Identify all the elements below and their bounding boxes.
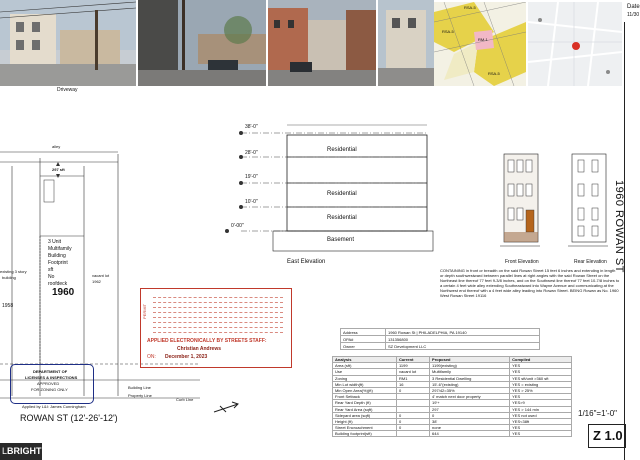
level-label: 10'-0" — [245, 199, 258, 205]
stamp-line: FOR ZONING ONLY — [31, 387, 68, 392]
stamp-on-label: ON: — [147, 354, 156, 360]
floor-label: Basement — [327, 237, 355, 243]
elevation-title: East Elevation — [287, 259, 326, 265]
table-row: OPA# 131356800 — [341, 336, 540, 343]
property-line-label: Property Line — [128, 393, 152, 398]
zone-label: RSA-5 — [488, 71, 500, 76]
floor-label: Residential — [327, 147, 357, 153]
street-photo-3 — [268, 0, 376, 86]
address-vertical — [613, 130, 640, 273]
front-elevation — [498, 150, 542, 262]
table-row: Front Setback 4' match next door property YES — [333, 394, 572, 400]
existing-year: 1958 — [2, 303, 14, 309]
table-row: Address 1960 Rowan St | PHILADELPHIA, PA 19140 — [341, 329, 540, 336]
level-label: 19'-0" — [245, 174, 258, 180]
location-map — [528, 2, 622, 86]
note-line: roofdeck — [48, 281, 68, 287]
permit-title: PERMIT — [142, 303, 147, 319]
sheet-number: Z 1.0 — [593, 428, 623, 443]
alley-label: alley — [52, 144, 61, 149]
floor-label: Residential — [327, 191, 357, 197]
note-line: Multifamily — [48, 246, 72, 252]
note-line: 3 Unit — [48, 239, 62, 245]
table-row: Zoning RM1 3 Residential Dwelling YES sft/unit >360 sft — [333, 375, 572, 381]
note-line: sft — [48, 267, 54, 273]
table-row: Sideyard area (sqft) 0 0 YES not used — [333, 412, 572, 418]
rear-elevation — [566, 150, 610, 262]
floor-label: Residential — [327, 215, 357, 221]
lot-number: 1960 — [52, 287, 75, 298]
stamp-date: December 1, 2023 — [165, 354, 208, 360]
table-row: Rear Yard Depth (ft) 19'+ YES>9 — [333, 400, 572, 406]
date-label: Date — [627, 4, 640, 10]
east-elevation — [225, 115, 435, 265]
applied-line: APPLIED ELECTRONICALLY BY STREETS STAFF: — [147, 338, 267, 344]
table-row: Area (sft) 1199 1199(existing) YES — [333, 363, 572, 369]
date-value: 11/30 — [627, 12, 640, 18]
table-row: Rear Yard Area (sqft) 297 YES > 144 min — [333, 406, 572, 412]
note-line: Footprint — [48, 260, 68, 266]
street-label: ROWAN ST (12'-26'-12') — [20, 413, 118, 423]
open-area-dimension: 297 sft — [52, 167, 65, 172]
street-photo-4 — [378, 0, 434, 86]
stamp-name: Christian Andrews — [177, 346, 221, 352]
inspection-stamp — [10, 364, 94, 404]
applied-by-label: Applied by L&I: James Cunningham — [22, 404, 86, 409]
zone-label: RSA-5 — [442, 29, 454, 34]
table-row: Use vacant lot Multifamily YES — [333, 369, 572, 375]
vacant-note: vacant lot — [92, 273, 110, 278]
stamp-line: DEPARTMENT OF — [33, 369, 68, 374]
building-line-label: Building Line — [128, 385, 151, 390]
location-pin-icon — [572, 42, 580, 50]
zone-label: RM-1 — [478, 37, 488, 42]
permit-stamp — [140, 288, 292, 368]
level-label: 0'-00" — [231, 223, 244, 229]
zoning-map — [434, 2, 526, 86]
front-elevation-title: Front Elevation — [505, 259, 539, 265]
zoning-analysis-table — [332, 356, 572, 437]
street-photo-1 — [0, 0, 136, 86]
table-row: Min Open Area(%)(ft) 0 297/42=35% YES > 25% — [333, 387, 572, 393]
rear-elevation-title: Rear Elevation — [574, 259, 607, 265]
note-line: No — [48, 274, 55, 280]
table-header-row: Analysis Current Proposed Compiled — [333, 357, 572, 363]
sheet-number-box — [588, 424, 626, 448]
table-row: Height (ft) 0 38' YES<38ft — [333, 418, 572, 424]
property-table — [340, 328, 540, 350]
table-row: Street Encroachment 0 none YES — [333, 425, 572, 431]
door-icon — [526, 210, 534, 232]
stamp-line: LICENSES & INSPECTIONS — [25, 375, 78, 380]
stamp-line: APPROVED — [37, 381, 60, 386]
existing-note: existing 3 story — [0, 269, 27, 274]
street-photo-2 — [138, 0, 266, 86]
table-row: Owner SZ Development LLC — [341, 343, 540, 350]
note-line: Building — [48, 253, 66, 259]
level-label: 38'-0" — [245, 124, 258, 130]
address-vertical-text: 1960 ROWAN ST — [613, 180, 625, 273]
scale-label: 1/16"=1'-0" — [578, 409, 618, 418]
vacant-note: 1962 — [92, 279, 101, 284]
level-label: 28'-0" — [245, 150, 258, 156]
watermark-logo: LBRIGHThils — [0, 443, 42, 460]
north-arrow-icon — [212, 398, 242, 418]
table-row: Building footprint(sft) 644 YES — [333, 431, 572, 437]
curb-line-label: Curb Line — [176, 397, 194, 402]
table-row: Min Lot width(ft) 16 15'-6"(existing) YES = existing — [333, 381, 572, 387]
zone-label: RSA-5 — [464, 5, 476, 10]
driveway-label: Driveway — [57, 87, 78, 93]
existing-note: building — [2, 275, 16, 280]
legal-description: CONTAINING in front or breadth on the said Rowan Street 15 feet 6 inches and extending in length or depth southwestward between parallel lines at right angles with the said Rowan Street on the Northeast line thereof 77 feet 9-3/8 inches, and on the Southwest line thereof 77 feet 10-7/8 inches to a certain 4 feet wide alley extending Southeastward into Wayne Avenue and communicating at the Northwest end thereof with a 4 feet wide alley leading into Rowan Street. BEING Rowan as No. 1960 West Rowan Street 19116 — [440, 268, 620, 298]
